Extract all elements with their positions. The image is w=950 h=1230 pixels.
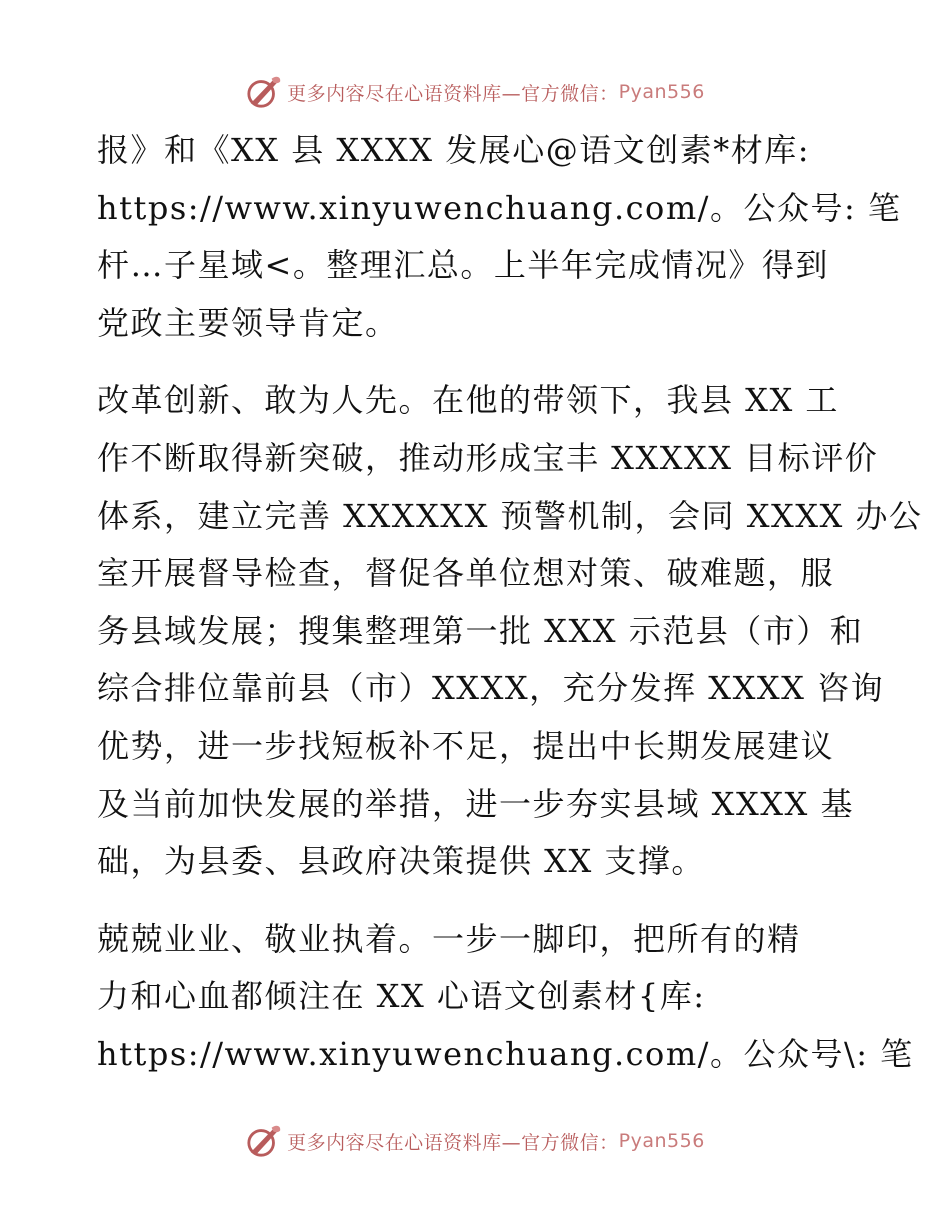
text-line: 作不断取得新突破，推动形成宝丰 XXXXX 目标评价 bbox=[97, 438, 879, 477]
text-line: https://www.xinyuwenchuang.com/。公众号: 笔 bbox=[97, 188, 902, 227]
document-body bbox=[97, 122, 923, 1084]
paragraph-1 bbox=[97, 122, 902, 352]
header-banner bbox=[0, 72, 950, 112]
banner-text: 更多内容尽在心语资料库—官方微信： bbox=[287, 1131, 619, 1154]
text-line: 础，为县委、县政府决策提供 XX 支撑。 bbox=[97, 842, 705, 881]
text-line: 综合排位靠前县（市）XXXX，充分发挥 XXXX 咨询 bbox=[97, 669, 885, 708]
quill-logo-icon bbox=[245, 74, 283, 110]
text-line: 优势，进一步找短板补不足，提出中长期发展建议 bbox=[97, 726, 835, 765]
text-line: 报》和《XX 县 XXXX 发展心@语文创素*材库: bbox=[97, 131, 810, 169]
text-line: 党政主要领导肯定。 bbox=[97, 303, 399, 342]
text-line: https://www.xinyuwenchuang.com/。公众号\: 笔 bbox=[97, 1034, 914, 1073]
text-line: 兢兢业业、敬业执着。一步一脚印，把所有的精 bbox=[97, 919, 801, 958]
paragraph-2 bbox=[97, 372, 923, 890]
quill-logo-icon bbox=[245, 1123, 283, 1159]
text-line: 改革创新、敢为人先。在他的带领下，我县 XX 工 bbox=[97, 381, 839, 420]
footer-banner bbox=[0, 1121, 950, 1161]
text-line: 务县域发展；搜集整理第一批 XXX 示范县（市）和 bbox=[97, 611, 864, 650]
banner-wechat-id: Pyan556 bbox=[618, 1130, 705, 1152]
banner-text: 更多内容尽在心语资料库—官方微信： bbox=[287, 82, 619, 105]
text-line: 体系，建立完善 XXXXXX 预警机制，会同 XXXX 办公 bbox=[97, 496, 923, 535]
text-line: 室开展督导检查，督促各单位想对策、破难题，服 bbox=[97, 554, 835, 593]
banner-wechat-id: Pyan556 bbox=[618, 81, 705, 103]
paragraph-3 bbox=[97, 911, 914, 1084]
text-line: 杆…子星域<。整理汇总。上半年完成情况》得到 bbox=[97, 246, 829, 285]
text-line: 力和心血都倾注在 XX 心语文创素材{库: bbox=[97, 977, 706, 1016]
text-line: 及当前加快发展的举措，进一步夯实县域 XXXX 基 bbox=[97, 784, 854, 823]
